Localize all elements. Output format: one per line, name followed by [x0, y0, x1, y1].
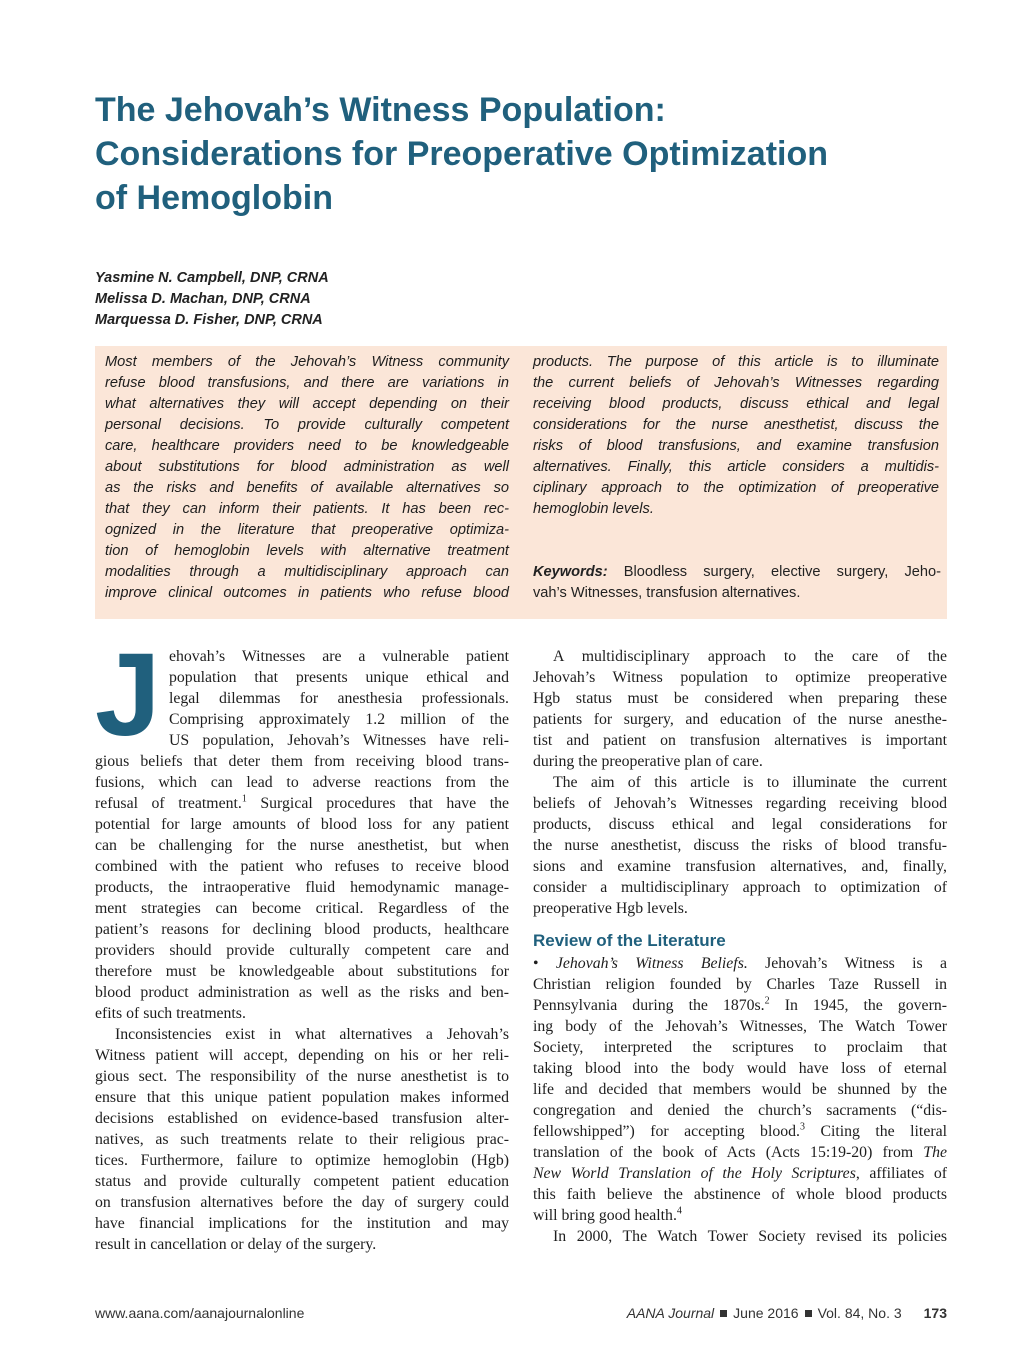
body-line: decisions established on evidence-based transfusion alter-	[95, 1110, 509, 1127]
body-line: products, discuss ethical and legal considerations for	[533, 816, 947, 833]
body-line: Inconsistencies exist in what alternatives a Jehovah’s	[115, 1026, 509, 1043]
body-line: consider a multidisciplinary approach to optimization of	[533, 879, 947, 896]
body-line: A multidisciplinary approach to the care of the	[553, 648, 947, 665]
separator-square-icon	[720, 1310, 727, 1317]
body-line: congregation and denied the church’s sacraments (“dis-	[533, 1102, 947, 1119]
abstract-line: receiving blood products, discuss ethical and legal	[533, 396, 939, 412]
footer-citation	[627, 1305, 947, 1321]
abstract-line: Most members of the Jehovah’s Witness community	[105, 354, 509, 370]
body-line: ehovah’s Witnesses are a vulnerable patient	[169, 648, 509, 665]
abstract-line: that they can inform their patients. It has been rec-	[105, 501, 509, 517]
abstract-line: ognized in the literature that preoperative optimiza-	[105, 522, 509, 538]
body-line: tices. Furthermore, failure to optimize hemoglobin (Hgb)	[95, 1152, 509, 1169]
body-line: taking blood into the body would have loss of eternal	[533, 1060, 947, 1077]
abstract-line: refuse blood transfusions, and there are variations in	[105, 375, 509, 391]
abstract-line: care, healthcare providers need to be knowledgeable	[105, 438, 509, 454]
issue-date: June 2016	[733, 1305, 799, 1321]
body-line: blood product administration as well as the risks and ben-	[95, 984, 509, 1001]
body-line: Pennsylvania during the 1870s.$^2$ In 1945, the govern-	[533, 995, 947, 1014]
section-heading: Review of the Literature	[533, 931, 726, 950]
body-line: natives, as such treatments relate to their religious prac-	[95, 1131, 509, 1148]
body-line: US population, Jehovah’s Witnesses have reli-	[169, 732, 509, 749]
body-line: patients for surgery, and education of the nurse anesthe-	[533, 711, 947, 728]
body-line: Witness patient will accept, depending on his or her reli-	[95, 1047, 509, 1064]
subsection-title: Jehovah’s Witness Beliefs.	[555, 955, 748, 972]
journal-name: AANA Journal	[626, 1305, 715, 1321]
body-line: Christian religion founded by Charles Taze Russell in	[533, 976, 947, 993]
citation: 1	[241, 793, 247, 805]
abstract-line: alternatives. Finally, this article considers a multidis-	[533, 459, 939, 475]
abstract-left-column	[105, 354, 509, 606]
body-line: Comprising approximately 1.2 million of the	[169, 711, 509, 728]
separator-square-icon	[805, 1310, 812, 1317]
abstract-line: about substitutions for blood administration as well	[105, 459, 509, 475]
drop-cap: J	[95, 629, 161, 761]
body-line: life and decided that members would be shunned by the	[533, 1081, 947, 1098]
body-line: In 2000, The Watch Tower Society revised its policies	[553, 1228, 947, 1245]
author-list	[95, 268, 329, 331]
footer-url[interactable]: www.aana.com/aanajournalonline	[95, 1305, 305, 1321]
keywords	[533, 562, 941, 604]
abstract-box	[95, 346, 947, 619]
body-line: have financial implications for the institution and may	[95, 1215, 509, 1232]
body-left-column	[95, 646, 509, 1255]
body-line: beliefs of Jehovah’s Witnesses regarding receiving blood	[533, 795, 947, 812]
body-line: status and provide culturally competent patient education	[95, 1173, 509, 1190]
author: Marquessa D. Fisher, DNP, CRNA	[95, 312, 323, 328]
abstract-line: hemoglobin levels.	[533, 501, 654, 517]
citation: 4	[676, 1205, 682, 1217]
body-line: fusions, which can lead to adverse reactions from the	[95, 774, 509, 791]
body-line: population that presents unique ethical and	[169, 669, 509, 686]
author: Yasmine N. Campbell, DNP, CRNA	[95, 270, 329, 286]
body-line: combined with the patient who refuses to receive blood	[95, 858, 509, 875]
body-line: gious sect. The responsibility of the nurse anesthetist is to	[95, 1068, 509, 1085]
keywords-text: vah’s Witnesses, transfusion alternatives.	[533, 585, 801, 601]
body-line: Hgb status must be considered when preparing these	[533, 690, 947, 707]
title-line: Considerations for Preoperative Optimization	[95, 135, 829, 173]
body-line: will bring good health.$^4$	[533, 1205, 682, 1224]
body-line: Jehovah’s Witness population to optimize preoperative	[533, 669, 947, 686]
abstract-line: personal decisions. To provide culturally competent	[105, 417, 509, 433]
title-line: of Hemoglobin	[95, 179, 333, 217]
body-line: the nurse anesthetist, discuss the risks of blood transfu-	[533, 837, 947, 854]
body-line: potential for large amounts of blood loss for any patient	[95, 816, 509, 833]
body-line: can be challenging for the nurse anesthetist, but when	[95, 837, 509, 854]
body-line: preoperative Hgb levels.	[533, 900, 688, 917]
author: Melissa D. Machan, DNP, CRNA	[95, 291, 311, 307]
body-line: fellowshipped”) for accepting blood.$^3$ Citing the literal	[533, 1121, 947, 1140]
body-line: result in cancellation or delay of the surgery.	[95, 1236, 377, 1253]
body-line: sions and examine transfusion alternatives, and, finally,	[533, 858, 947, 875]
volume-issue: Vol. 84, No. 3	[817, 1305, 902, 1321]
body-line: The aim of this article is to illuminate the current	[553, 774, 947, 791]
body-line: efits of such treatments.	[95, 1005, 246, 1022]
body-line: products, the intraoperative fluid hemodynamic manage-	[95, 879, 509, 896]
abstract-line: modalities through a multidisciplinary approach can	[105, 564, 509, 580]
body-line: ensure that this unique patient population makes informed	[95, 1089, 509, 1106]
body-line: this faith believe the abstinence of whole blood products	[533, 1186, 947, 1203]
abstract-right-column	[533, 354, 939, 522]
body-line: legal dilemmas for anesthesia professionals.	[169, 690, 509, 707]
body-line: therefore must be knowledgeable about substitutions for	[95, 963, 509, 980]
body-line: New World Translation of the Holy Scriptures, affiliates of	[533, 1165, 947, 1182]
abstract-line: ciplinary approach to the optimization of preoperative	[533, 480, 939, 496]
page-number: 173	[923, 1305, 947, 1321]
body-line: refusal of treatment.$^1$ Surgical procedures that have the	[95, 793, 509, 812]
body-line: patient’s reasons for declining blood products, healthcare	[95, 921, 509, 938]
body-line: during the preoperative plan of care.	[533, 753, 763, 770]
abstract-line: as the risks and benefits of available alternatives so	[105, 480, 509, 496]
body-line: providers should provide culturally competent care and	[95, 942, 509, 959]
body-right-column	[533, 646, 947, 1247]
abstract-line: considerations for the nurse anesthetist, discuss the	[533, 417, 939, 433]
keywords-text: Bloodless surgery, elective surgery, Jeho-	[607, 564, 941, 580]
abstract-line: products. The purpose of this article is to illuminate	[533, 354, 939, 370]
body-line: tist and patient on transfusion alternatives is important	[533, 732, 947, 749]
abstract-line: improve clinical outcomes in patients who refuse blood	[105, 585, 509, 601]
body-line: ing body of the Jehovah’s Witnesses, The Watch Tower	[533, 1018, 947, 1035]
abstract-line: risks of blood transfusions, and examine transfusion	[533, 438, 939, 454]
abstract-line: what alternatives they will accept depending on their	[105, 396, 509, 412]
abstract-line: the current beliefs of Jehovah’s Witnesses regarding	[533, 375, 939, 391]
body-line: on transfusion alternatives before the day of surgery could	[95, 1194, 509, 1211]
body-line: gious beliefs that deter them from receiving blood trans-	[95, 753, 509, 770]
abstract-line: tion of hemoglobin levels with alternative treatment	[105, 543, 509, 559]
citation: 3	[800, 1121, 805, 1133]
title-line: The Jehovah’s Witness Population:	[95, 91, 666, 129]
keywords-label: Keywords:	[533, 564, 608, 580]
body-line: ment strategies can become critical. Regardless of the	[95, 900, 509, 917]
citation: 2	[764, 995, 770, 1007]
body-line: • Jehovah’s Witness Beliefs. Jehovah’s Witness is a	[533, 955, 948, 972]
article-title	[95, 88, 935, 220]
body-line: Society, interpreted the scriptures to proclaim that	[533, 1039, 947, 1056]
body-line: translation of the book of Acts (Acts 15:19-20) from The	[533, 1144, 947, 1161]
